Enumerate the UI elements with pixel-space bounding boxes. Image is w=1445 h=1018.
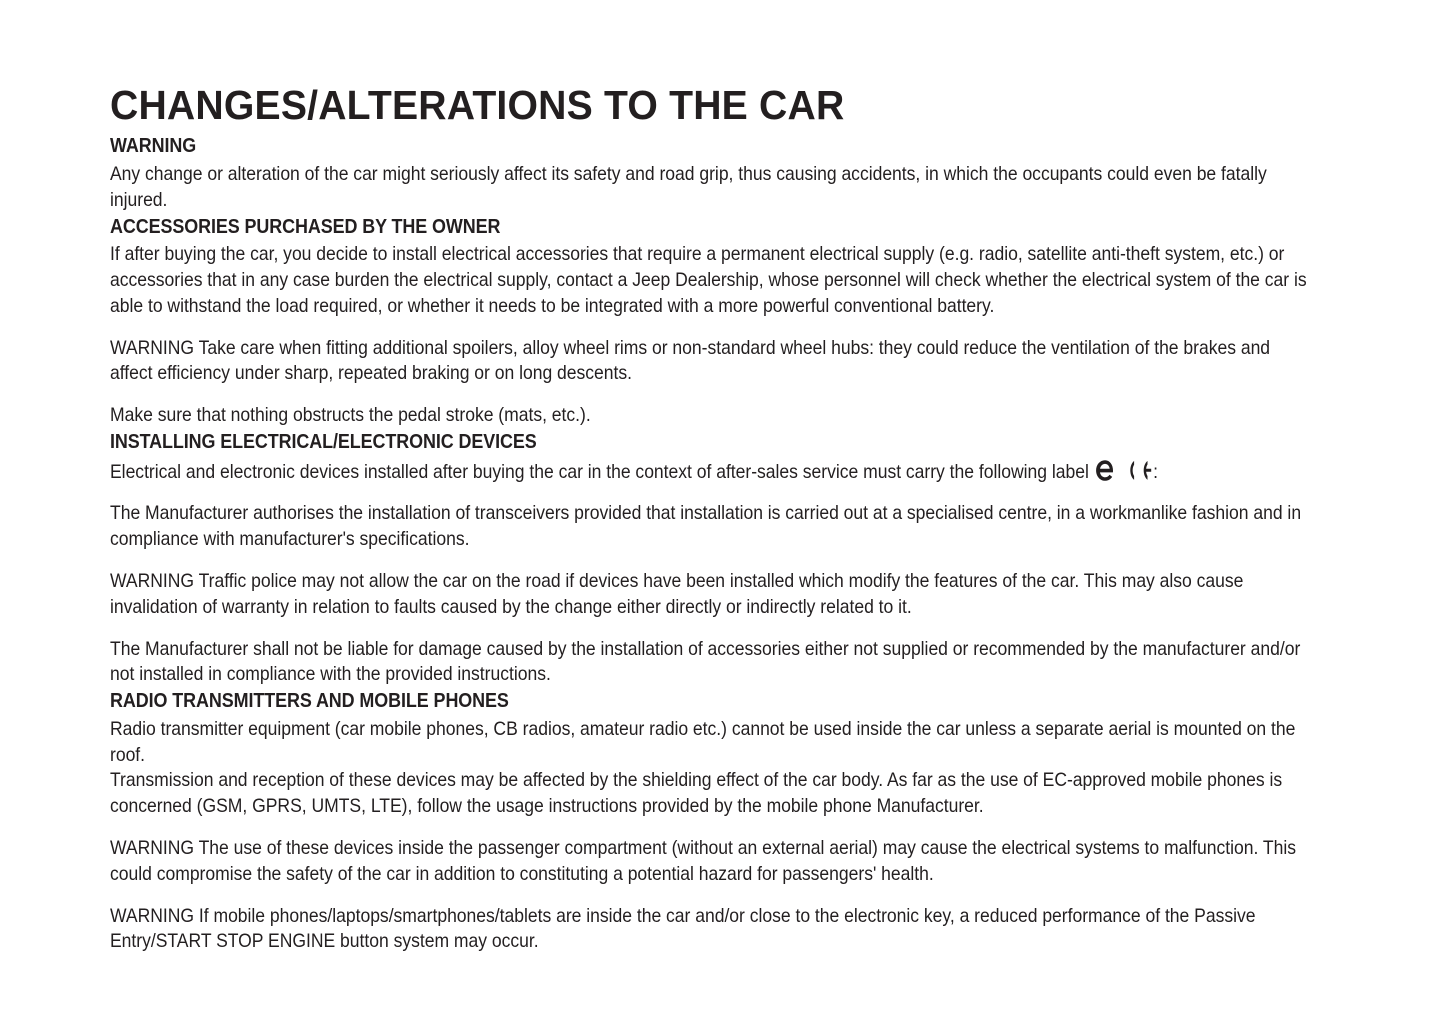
paragraph-text-after-marks: : <box>1153 460 1158 483</box>
paragraph: Any change or alteration of the car might seriously affect its safety and road grip, thus causing accidents, in which the occupants could even be fatally injured. <box>110 163 1267 211</box>
paragraph: WARNING The use of these devices inside the passenger compartment (without an external aerial) may cause the electrical systems to malfunction. This could compromise the safety of the car in addition to constituting a potential hazard for passengers' health. <box>110 836 1296 885</box>
paragraph: If after buying the car, you decide to install electrical accessories that require a permanent electrical supply (e.g. radio, satellite anti-theft system, etc.) or accessories that in any case burden the electrical supply, contact a Jeep Dealership, whose personnel will check whether the electrical system of the car is able to withstand the load required, or whether it needs to be integrated with a more powerful conventional battery. <box>110 243 1307 317</box>
paragraph: WARNING Take care when fitting additional spoilers, alloy wheel rims or non-standard wheel hubs: they could reduce the ventilation of the brakes and affect efficiency under sharp, repeated braking or on long descents. <box>110 336 1271 385</box>
paragraph: WARNING If mobile phones/laptops/smartphones/tablets are inside the car and/or close to the electronic key, a reduced performance of the Passive Entry/START STOP ENGINE button system may occur. <box>110 904 1256 953</box>
paragraph: The Manufacturer shall not be liable for damage caused by the installation of accessories either not supplied or recommended by the manufacturer and/or not installed in compliance with the provided instructions. <box>110 637 1301 686</box>
paragraph: Radio transmitter equipment (car mobile phones, CB radios, amateur radio etc.) cannot be used inside the car unless a separate aerial is mounted on the roof. <box>110 717 1296 766</box>
paragraph: The Manufacturer authorises the installation of transceivers provided that installation is carried out at a specialised centre, in a workmanlike fashion and in compliance with manufacturer's specifications. <box>110 502 1302 551</box>
page-title: CHANGES/ALTERATIONS TO THE CAR <box>110 82 845 128</box>
page-content <box>110 84 1308 955</box>
paragraph: Transmission and reception of these devices may be affected by the shielding effect of the car body. As far as the use of EC-approved mobile phones is concerned (GSM, GPRS, UMTS, LTE), follow the usage instructions provided by the mobile phone Manufacturer. <box>110 769 1283 818</box>
e-mark-icon <box>1093 458 1116 483</box>
paragraph: Make sure that nothing obstructs the pedal stroke (mats, etc.). <box>110 404 591 427</box>
ce-mark-icon <box>1121 458 1152 483</box>
paragraph-text-before-marks: Electrical and electronic devices installed after buying the car in the context of after-sales service must carry the following label <box>110 460 1089 483</box>
section-heading-accessories-purchased-by-the-owner: ACCESSORIES PURCHASED BY THE OWNER <box>110 214 501 238</box>
section-heading-warning: WARNING <box>110 134 197 158</box>
section-heading-installing-electrical-electronic-devices: INSTALLING ELECTRICAL/ELECTRONIC DEVICES <box>110 430 537 454</box>
section-heading-radio-transmitters-and-mobile-phones: RADIO TRANSMITTERS AND MOBILE PHONES <box>110 689 509 713</box>
paragraph-with-approval-marks <box>110 458 1308 486</box>
paragraph: WARNING Traffic police may not allow the car on the road if devices have been installed which modify the features of the car. This may also cause invalidation of warranty in relation to faults caused by the change either directly or indirectly related to it. <box>110 570 1244 618</box>
